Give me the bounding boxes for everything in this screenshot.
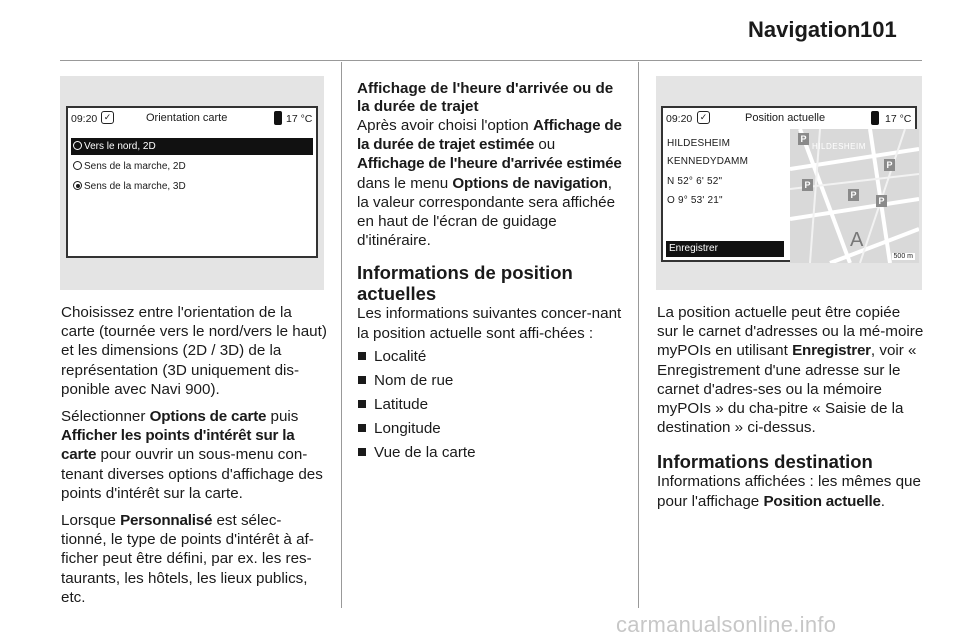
text: , la valeur correspondante sera affichée en haut de l'écran de guidage d'itinéraire. [357,174,616,250]
list-item-text: Latitude [374,395,429,413]
text: , voir « Enregistrement d'une adresse sur le carnet d'adres-ses ou la mémoire myPOIs » du cha-pitre « Saisie de la destination » ci-dessus. [657,342,917,437]
paragraph [61,303,327,399]
display-screen [661,106,917,262]
screen-title: Orientation carte [146,112,228,124]
text: est sélec-tionné, le type de points d'intérêt à af-ficher peut être défini, par ex. les res-taurants, les hôtels, les lieux publics, etc. [61,512,314,606]
menu-term: Options de carte [149,408,267,426]
header-rule [60,60,922,61]
list-item [357,345,623,369]
column-1 [61,303,327,615]
radio-icon [73,161,82,170]
text: pour ouvrir un sous-menu con-tenant diverses options d'affichage des points d'intérêt sur la carte. [61,446,323,502]
street-name: KENNEDYDAMM [667,156,749,167]
bullet-square-icon [358,400,366,408]
longitude: O 9° 53' 21" [667,195,723,206]
text: ou [534,136,556,154]
figure-map-orientation [60,76,324,290]
paragraph [61,511,327,607]
latitude: N 52° 6' 52" [667,176,723,187]
screen-title: Position actuelle [745,112,826,124]
page-header-title: Navigation [748,17,861,42]
clock-time: 09:20 [71,113,98,125]
thermometer-icon [871,111,879,125]
list-item [357,441,623,465]
position-arrow-icon: A [850,229,864,251]
poi-parking-icon: P [884,159,895,171]
text: La position actuelle peut être copiée sur le carnet d'adresses ou la mé-moire myPOIs en utilisant [657,304,924,360]
display-screen [66,106,318,258]
paragraph [357,304,623,342]
option-heading-2d [71,158,186,175]
option-label: Sens de la marche, 2D [84,161,186,172]
section-heading-arrival: Affichage de l'heure d'arrivée ou de la durée de trajet [357,80,614,115]
map-scale: 500 m [893,253,913,260]
poi-parking-icon: P [876,195,887,207]
temperature: 17 °C [885,113,912,125]
poi-parking-icon: P [802,179,813,191]
option-label: Vers le nord, 2D [84,141,156,152]
text: Lorsque [61,512,121,530]
text: Informations affichées : les mêmes que pour l'affichage [657,473,921,510]
city-name: HILDESHEIM [667,138,731,149]
poi-parking-icon: P [798,133,809,145]
menu-term: Afficher les points d'intérêt sur la carte [61,427,295,464]
list-item-text: Localité [374,347,427,365]
status-bar [68,108,316,130]
map-view [790,129,919,263]
temperature: 17 °C [286,113,313,125]
column-divider-2 [638,62,639,608]
menu-term: Personnalisé [120,512,213,530]
text: Les informations suivantes concer-nant la position actuelle sont affi-chées : [357,305,622,342]
option-heading-3d [71,178,186,195]
list-item [357,417,623,441]
column-divider-1 [341,62,342,608]
list-item-text: Nom de rue [374,371,454,389]
list-item [357,369,623,393]
poi-parking-icon: P [848,189,859,201]
menu-term: Affichage de la durée de trajet estimée [357,117,622,154]
radio-icon [73,141,82,150]
thermometer-icon [274,111,282,125]
menu-term: Options de navigation [452,174,608,192]
list-item-text: Vue de la carte [374,443,476,461]
status-bar [663,108,915,130]
section-heading-destination: Informations destination [657,451,873,473]
bullet-square-icon [358,424,366,432]
paragraph [657,472,925,510]
list-item-text: Longitude [374,419,441,437]
text: . [880,492,886,510]
watermark: carmanualsonline.info [616,612,837,637]
bullet-list [357,345,623,465]
menu-term: Position actuelle [763,492,881,510]
nav-icon: ✓ [101,111,114,124]
menu-term: Enregistrer [792,342,871,360]
paragraph [61,407,327,503]
figure-current-position [656,76,922,290]
option-label: Sens de la marche, 3D [84,181,186,192]
text: dans le menu [357,174,453,192]
column-3 [657,303,925,519]
paragraph [657,303,925,437]
radio-selected-icon [73,181,82,190]
column-2 [357,80,623,465]
menu-term: Affichage de l'heure d'arrivée estimée [357,155,622,173]
page-number: 101 [860,17,897,42]
paragraph [357,116,623,250]
bullet-square-icon [358,448,366,456]
option-north-2d [71,138,313,155]
bullet-square-icon [358,352,366,360]
text: Choisissez entre l'orientation de la carte (tournée vers le nord/vers le haut) et les dimensions (2D / 3D) de la représentation (3D uniquement dis-ponible avec Navi 900). [61,304,327,398]
text: Après avoir choisi l'option [357,117,533,134]
section-heading-position: Informations de position actuelles [357,262,573,305]
map-city-label: HILDESHEIM [812,142,866,151]
save-button: Enregistrer [666,241,784,257]
text: puis [266,408,299,426]
clock-time: 09:20 [666,113,693,125]
list-item [357,393,623,417]
bullet-square-icon [358,376,366,384]
text: Sélectionner [61,408,150,426]
nav-icon: ✓ [697,111,710,124]
